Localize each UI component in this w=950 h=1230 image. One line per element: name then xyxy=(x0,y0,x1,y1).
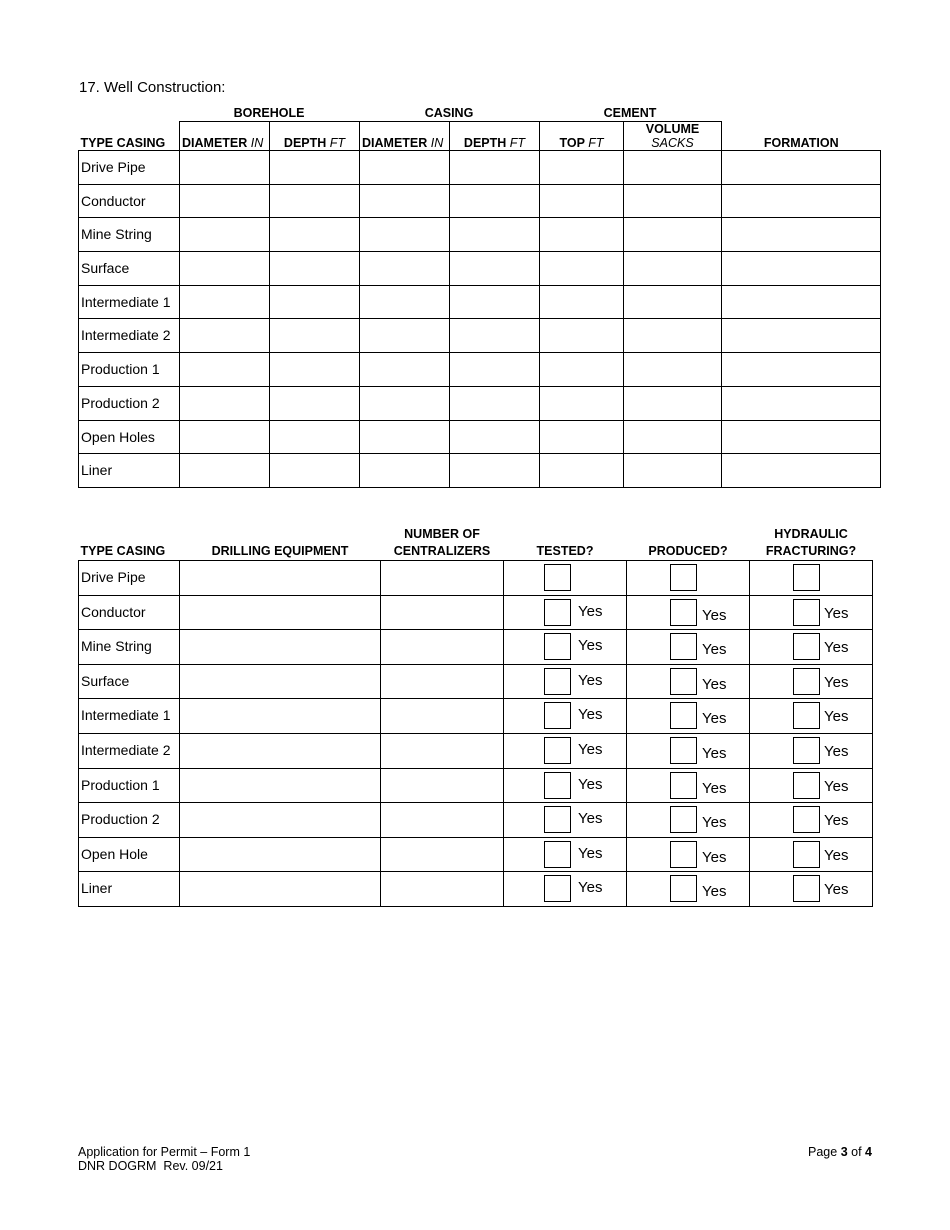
fracturing-checkbox[interactable] xyxy=(793,668,820,695)
borehole-diameter-field[interactable] xyxy=(180,386,270,420)
header-casing-diameter-unit: IN xyxy=(430,136,444,150)
header-casing-diameter xyxy=(360,122,450,151)
table-row xyxy=(79,768,873,803)
table-row xyxy=(79,699,873,734)
casing-diameter-field[interactable] xyxy=(360,218,450,252)
produced-checkbox[interactable] xyxy=(670,702,697,729)
tested-cell xyxy=(504,872,627,907)
type-casing-cell: Intermediate 1 xyxy=(79,699,180,734)
formation-field[interactable] xyxy=(722,386,881,420)
header-cement-top-label: TOP xyxy=(559,136,585,150)
type-casing-cell: Liner xyxy=(79,872,180,907)
type-casing-cell: Intermediate 2 xyxy=(79,319,180,353)
borehole-diameter-field[interactable] xyxy=(180,218,270,252)
produced-yes-label: Yes xyxy=(702,744,727,762)
tested-cell xyxy=(504,699,627,734)
table-row xyxy=(79,184,881,218)
cement-top-field[interactable] xyxy=(540,285,624,319)
header-drilling-equipment: DRILLING EQUIPMENT xyxy=(211,544,349,558)
type-casing-cell: Production 2 xyxy=(79,386,180,420)
borehole-depth-field[interactable] xyxy=(270,285,360,319)
type-casing-cell: Open Holes xyxy=(79,420,180,454)
fracturing-cell xyxy=(750,699,873,734)
casing-diameter-field[interactable] xyxy=(360,319,450,353)
header-casing-diameter-label: DIAMETER xyxy=(362,136,428,150)
casing-diameter-field[interactable] xyxy=(360,252,450,286)
tested-checkbox[interactable] xyxy=(544,564,571,591)
formation-field[interactable] xyxy=(722,420,881,454)
table-row xyxy=(79,595,873,630)
casing-depth-field[interactable] xyxy=(450,151,540,185)
fracturing-cell xyxy=(750,803,873,838)
centralizers-field[interactable] xyxy=(381,803,504,838)
header-produced: PRODUCED? xyxy=(648,544,728,558)
footer-left xyxy=(78,1145,250,1173)
header-formation: FORMATION xyxy=(763,136,839,150)
tested-cell xyxy=(504,595,627,630)
centralizers-field[interactable] xyxy=(381,664,504,699)
casing-depth-field[interactable] xyxy=(450,420,540,454)
table-row xyxy=(79,285,881,319)
produced-cell xyxy=(627,733,750,768)
tested-checkbox[interactable] xyxy=(544,772,571,799)
produced-yes-label: Yes xyxy=(702,848,727,866)
produced-checkbox[interactable] xyxy=(670,875,697,902)
produced-cell xyxy=(627,699,750,734)
fracturing-cell xyxy=(750,630,873,665)
group-header-casing: CASING xyxy=(424,106,474,120)
cement-volume-field[interactable] xyxy=(624,386,722,420)
table-row xyxy=(79,630,873,665)
produced-checkbox[interactable] xyxy=(670,633,697,660)
table2-header-row xyxy=(79,522,873,561)
tested-cell xyxy=(504,561,627,596)
type-casing-cell: Production 2 xyxy=(79,803,180,838)
header-cement-volume xyxy=(624,122,722,151)
produced-yes-label: Yes xyxy=(702,606,727,624)
cement-top-field[interactable] xyxy=(540,218,624,252)
tested-yes-label: Yes xyxy=(578,706,603,724)
tested-cell xyxy=(504,733,627,768)
section-title: 17. Well Construction: xyxy=(79,79,226,96)
header-tested: TESTED? xyxy=(536,544,594,558)
header-borehole-diameter-unit: IN xyxy=(250,136,264,150)
fracturing-yes-label: Yes xyxy=(824,708,849,726)
table-row xyxy=(79,837,873,872)
type-casing-cell: Intermediate 1 xyxy=(79,285,180,319)
produced-cell xyxy=(627,837,750,872)
well-construction-table xyxy=(78,121,881,488)
header-casing-depth xyxy=(450,122,540,151)
cement-top-field[interactable] xyxy=(540,386,624,420)
drilling-equipment-field[interactable] xyxy=(180,768,381,803)
footer-page-number xyxy=(808,1145,872,1159)
formation-field[interactable] xyxy=(722,218,881,252)
table-row xyxy=(79,353,881,387)
fracturing-cell xyxy=(750,837,873,872)
cement-volume-field[interactable] xyxy=(624,353,722,387)
tested-cell xyxy=(504,768,627,803)
centralizers-field[interactable] xyxy=(381,768,504,803)
fracturing-checkbox[interactable] xyxy=(793,875,820,902)
borehole-depth-field[interactable] xyxy=(270,353,360,387)
fracturing-yes-label: Yes xyxy=(824,639,849,657)
fracturing-checkbox[interactable] xyxy=(793,633,820,660)
produced-cell xyxy=(627,561,750,596)
tested-cell xyxy=(504,664,627,699)
borehole-depth-field[interactable] xyxy=(270,151,360,185)
footer-page-prefix: Page xyxy=(808,1145,838,1159)
centralizers-field[interactable] xyxy=(381,595,504,630)
produced-cell xyxy=(627,803,750,838)
header-borehole-depth-label: DEPTH xyxy=(283,136,327,150)
fracturing-yes-label: Yes xyxy=(824,604,849,622)
header2-type-casing: TYPE CASING xyxy=(80,544,166,558)
drilling-equipment-field[interactable] xyxy=(180,803,381,838)
tested-checkbox[interactable] xyxy=(544,875,571,902)
tested-checkbox[interactable] xyxy=(544,841,571,868)
header-cement-top xyxy=(540,122,624,151)
formation-field[interactable] xyxy=(722,151,881,185)
drilling-equipment-field[interactable] xyxy=(180,595,381,630)
casing-diameter-field[interactable] xyxy=(360,353,450,387)
produced-cell xyxy=(627,630,750,665)
drilling-equipment-field[interactable] xyxy=(180,699,381,734)
cement-volume-field[interactable] xyxy=(624,252,722,286)
casing-depth-field[interactable] xyxy=(450,319,540,353)
type-casing-cell: Open Hole xyxy=(79,837,180,872)
fracturing-cell xyxy=(750,733,873,768)
borehole-diameter-field[interactable] xyxy=(180,420,270,454)
cement-volume-field[interactable] xyxy=(624,218,722,252)
footer-page-current: 3 xyxy=(840,1145,848,1159)
header-centralizers-line1: NUMBER OF xyxy=(404,527,480,541)
fracturing-checkbox[interactable] xyxy=(793,599,820,626)
footer-page-total: 4 xyxy=(865,1145,872,1159)
casing-diameter-field[interactable] xyxy=(360,184,450,218)
type-casing-cell: Mine String xyxy=(79,218,180,252)
header-borehole-diameter xyxy=(180,122,270,151)
borehole-depth-field[interactable] xyxy=(270,319,360,353)
produced-yes-label: Yes xyxy=(702,675,727,693)
type-casing-cell: Drive Pipe xyxy=(79,151,180,185)
table-row xyxy=(79,252,881,286)
borehole-depth-field[interactable] xyxy=(270,386,360,420)
table-row xyxy=(79,733,873,768)
table1-header-row xyxy=(79,122,881,151)
tested-yes-label: Yes xyxy=(578,637,603,655)
casing-diameter-field[interactable] xyxy=(360,454,450,488)
cement-top-field[interactable] xyxy=(540,184,624,218)
casing-depth-field[interactable] xyxy=(450,252,540,286)
produced-yes-label: Yes xyxy=(702,641,727,659)
tested-yes-label: Yes xyxy=(578,602,603,620)
cement-top-field[interactable] xyxy=(540,319,624,353)
drilling-equipment-field[interactable] xyxy=(180,872,381,907)
produced-yes-label: Yes xyxy=(702,814,727,832)
centralizers-field[interactable] xyxy=(381,630,504,665)
equipment-testing-table xyxy=(78,522,873,907)
fracturing-cell xyxy=(750,595,873,630)
table-row xyxy=(79,454,881,488)
drilling-equipment-field[interactable] xyxy=(180,837,381,872)
header-casing-depth-unit: FT xyxy=(509,136,526,150)
produced-checkbox[interactable] xyxy=(670,564,697,591)
footer-page-of: of xyxy=(851,1145,862,1159)
casing-depth-field[interactable] xyxy=(450,353,540,387)
borehole-diameter-field[interactable] xyxy=(180,319,270,353)
drilling-equipment-field[interactable] xyxy=(180,630,381,665)
formation-field[interactable] xyxy=(722,319,881,353)
casing-diameter-field[interactable] xyxy=(360,151,450,185)
fracturing-yes-label: Yes xyxy=(824,812,849,830)
casing-depth-field[interactable] xyxy=(450,218,540,252)
tested-yes-label: Yes xyxy=(578,810,603,828)
table-row xyxy=(79,151,881,185)
header-fracturing-line2: FRACTURING? xyxy=(765,544,857,558)
type-casing-cell: Drive Pipe xyxy=(79,561,180,596)
casing-diameter-field[interactable] xyxy=(360,386,450,420)
produced-yes-label: Yes xyxy=(702,883,727,901)
tested-checkbox[interactable] xyxy=(544,668,571,695)
formation-field[interactable] xyxy=(722,454,881,488)
centralizers-field[interactable] xyxy=(381,837,504,872)
table-row xyxy=(79,872,873,907)
cement-volume-field[interactable] xyxy=(624,151,722,185)
produced-cell xyxy=(627,872,750,907)
formation-field[interactable] xyxy=(722,285,881,319)
tested-cell xyxy=(504,837,627,872)
table-row xyxy=(79,420,881,454)
tested-checkbox[interactable] xyxy=(544,599,571,626)
tested-yes-label: Yes xyxy=(578,671,603,689)
fracturing-cell xyxy=(750,768,873,803)
cement-volume-field[interactable] xyxy=(624,454,722,488)
centralizers-field[interactable] xyxy=(381,872,504,907)
casing-depth-field[interactable] xyxy=(450,285,540,319)
fracturing-yes-label: Yes xyxy=(824,846,849,864)
fracturing-checkbox[interactable] xyxy=(793,806,820,833)
tested-checkbox[interactable] xyxy=(544,633,571,660)
produced-checkbox[interactable] xyxy=(670,599,697,626)
produced-checkbox[interactable] xyxy=(670,806,697,833)
header-casing-depth-label: DEPTH xyxy=(463,136,507,150)
group-header-borehole: BOREHOLE xyxy=(233,106,305,120)
fracturing-checkbox[interactable] xyxy=(793,737,820,764)
produced-checkbox[interactable] xyxy=(670,772,697,799)
header-centralizers xyxy=(381,522,504,561)
centralizers-field[interactable] xyxy=(381,699,504,734)
table-row xyxy=(79,803,873,838)
formation-field[interactable] xyxy=(722,252,881,286)
footer-revision: DNR DOGRM Rev. 09/21 xyxy=(78,1159,223,1173)
type-casing-cell: Production 1 xyxy=(79,353,180,387)
group-header-cement: CEMENT xyxy=(603,106,657,120)
type-casing-cell: Intermediate 2 xyxy=(79,733,180,768)
table-row xyxy=(79,561,873,596)
header-fracturing-line1: HYDRAULIC xyxy=(774,527,848,541)
type-casing-cell: Surface xyxy=(79,664,180,699)
fracturing-cell xyxy=(750,872,873,907)
cement-volume-field[interactable] xyxy=(624,285,722,319)
table-row xyxy=(79,319,881,353)
borehole-depth-field[interactable] xyxy=(270,252,360,286)
tested-cell xyxy=(504,803,627,838)
fracturing-cell xyxy=(750,664,873,699)
header-cement-top-unit: FT xyxy=(588,136,604,150)
tested-cell xyxy=(504,630,627,665)
produced-checkbox[interactable] xyxy=(670,668,697,695)
cement-top-field[interactable] xyxy=(540,252,624,286)
header-fracturing xyxy=(750,522,873,561)
borehole-diameter-field[interactable] xyxy=(180,252,270,286)
type-casing-cell: Conductor xyxy=(79,184,180,218)
cement-volume-field[interactable] xyxy=(624,319,722,353)
fracturing-checkbox[interactable] xyxy=(793,841,820,868)
fracturing-checkbox[interactable] xyxy=(793,564,820,591)
tested-yes-label: Yes xyxy=(578,879,603,897)
casing-diameter-field[interactable] xyxy=(360,420,450,454)
drilling-equipment-field[interactable] xyxy=(180,664,381,699)
produced-cell xyxy=(627,664,750,699)
fracturing-cell xyxy=(750,561,873,596)
formation-field[interactable] xyxy=(722,184,881,218)
borehole-depth-field[interactable] xyxy=(270,420,360,454)
table-row xyxy=(79,664,873,699)
borehole-depth-field[interactable] xyxy=(270,454,360,488)
borehole-diameter-field[interactable] xyxy=(180,285,270,319)
centralizers-field[interactable] xyxy=(381,733,504,768)
type-casing-cell: Conductor xyxy=(79,595,180,630)
cement-top-field[interactable] xyxy=(540,353,624,387)
header-centralizers-line2: CENTRALIZERS xyxy=(393,544,491,558)
borehole-diameter-field[interactable] xyxy=(180,454,270,488)
header-type-casing: TYPE CASING xyxy=(80,136,166,150)
produced-yes-label: Yes xyxy=(702,710,727,728)
fracturing-checkbox[interactable] xyxy=(793,702,820,729)
drilling-equipment-field[interactable] xyxy=(180,733,381,768)
produced-cell xyxy=(627,595,750,630)
tested-yes-label: Yes xyxy=(578,740,603,758)
header-borehole-diameter-label: DIAMETER xyxy=(182,136,248,150)
tested-checkbox[interactable] xyxy=(544,806,571,833)
header-borehole-depth-unit: FT xyxy=(329,136,346,150)
table-row xyxy=(79,386,881,420)
footer-form-name: Application for Permit – Form 1 xyxy=(78,1145,251,1159)
cement-top-field[interactable] xyxy=(540,420,624,454)
type-casing-cell: Production 1 xyxy=(79,768,180,803)
fracturing-yes-label: Yes xyxy=(824,777,849,795)
fracturing-checkbox[interactable] xyxy=(793,772,820,799)
table-row xyxy=(79,218,881,252)
type-casing-cell: Surface xyxy=(79,252,180,286)
formation-field[interactable] xyxy=(722,353,881,387)
tested-checkbox[interactable] xyxy=(544,737,571,764)
casing-diameter-field[interactable] xyxy=(360,285,450,319)
produced-checkbox[interactable] xyxy=(670,737,697,764)
cement-volume-field[interactable] xyxy=(624,420,722,454)
borehole-diameter-field[interactable] xyxy=(180,184,270,218)
tested-yes-label: Yes xyxy=(578,775,603,793)
produced-yes-label: Yes xyxy=(702,779,727,797)
casing-depth-field[interactable] xyxy=(450,386,540,420)
borehole-diameter-field[interactable] xyxy=(180,151,270,185)
type-casing-cell: Mine String xyxy=(79,630,180,665)
borehole-diameter-field[interactable] xyxy=(180,353,270,387)
cement-volume-field[interactable] xyxy=(624,184,722,218)
header-cement-volume-unit: SACKS xyxy=(651,136,694,150)
drilling-equipment-field[interactable] xyxy=(180,561,381,596)
produced-checkbox[interactable] xyxy=(670,841,697,868)
header-cement-volume-label: VOLUME xyxy=(645,122,700,136)
casing-depth-field[interactable] xyxy=(450,184,540,218)
tested-yes-label: Yes xyxy=(578,844,603,862)
casing-depth-field[interactable] xyxy=(450,454,540,488)
borehole-depth-field[interactable] xyxy=(270,184,360,218)
type-casing-cell: Liner xyxy=(79,454,180,488)
tested-checkbox[interactable] xyxy=(544,702,571,729)
borehole-depth-field[interactable] xyxy=(270,218,360,252)
fracturing-yes-label: Yes xyxy=(824,673,849,691)
cement-top-field[interactable] xyxy=(540,454,624,488)
produced-cell xyxy=(627,768,750,803)
cement-top-field[interactable] xyxy=(540,151,624,185)
fracturing-yes-label: Yes xyxy=(824,881,849,899)
header-borehole-depth xyxy=(270,122,360,151)
fracturing-yes-label: Yes xyxy=(824,742,849,760)
centralizers-field[interactable] xyxy=(381,561,504,596)
